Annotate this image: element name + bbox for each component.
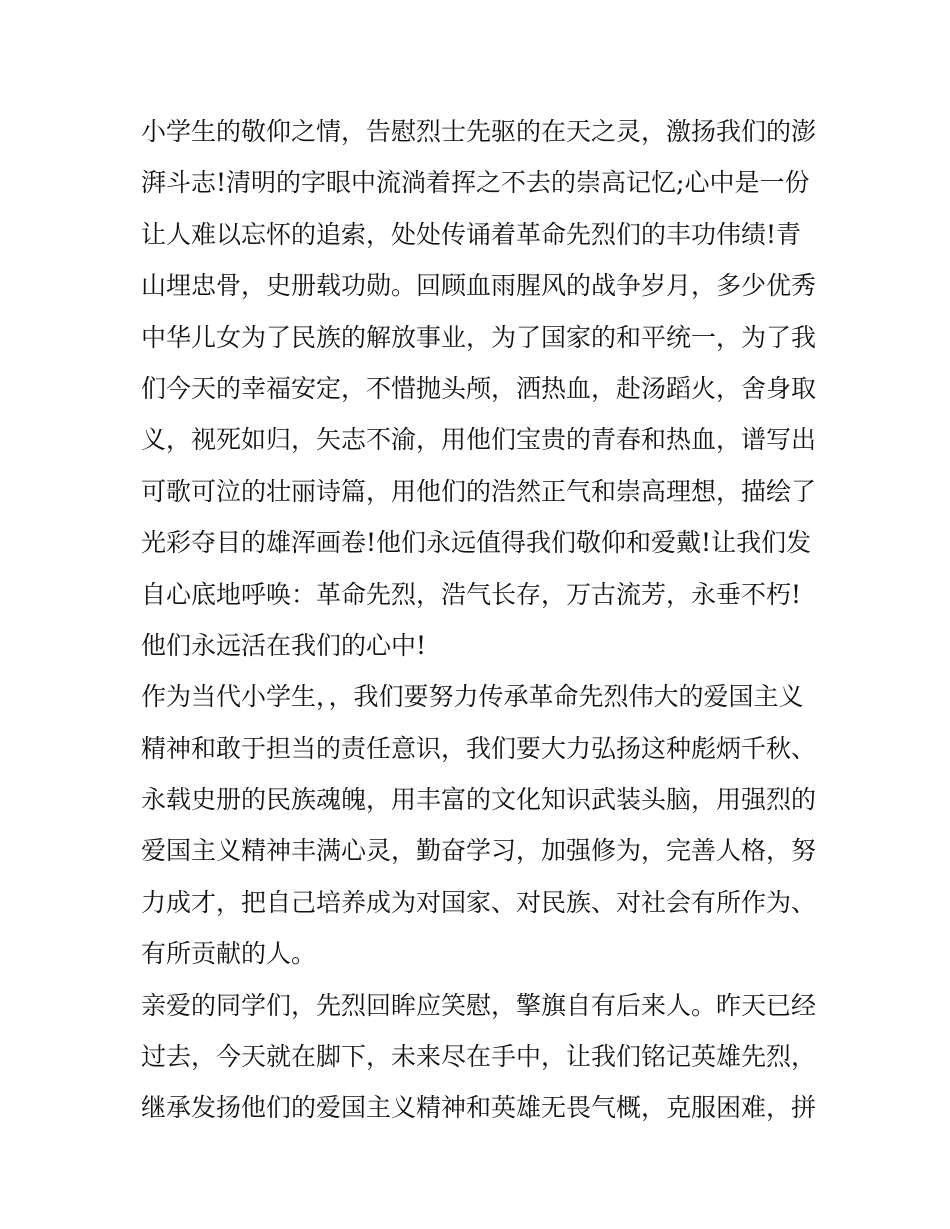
text-line: 过去，今天就在脚下，未来尽在手中，让我们铭记英雄先烈， bbox=[141, 1042, 817, 1072]
text-line: 让人难以忘怀的追索，处处传诵着革命先烈们的丰功伟绩!青 bbox=[141, 219, 802, 249]
text-line: 作为当代小学生，，我们要努力传承革命先烈伟大的爱国主义 bbox=[141, 682, 804, 712]
text-line: 们今天的幸福安定，不惜抛头颅，洒热血，赴汤蹈火，舍身取 bbox=[141, 373, 817, 403]
text-line: 可歌可泣的壮丽诗篇，用他们的浩然正气和崇高理想，描绘了 bbox=[141, 476, 817, 506]
text-line: 他们永远活在我们的心中! bbox=[141, 630, 427, 660]
text-line: 精神和敢于担当的责任意识，我们要大力弘扬这种彪炳千秋、 bbox=[141, 733, 817, 763]
text-line: 义，视死如归，矢志不渝，用他们宝贵的青春和热血，谱写出 bbox=[141, 425, 817, 455]
text-line: 爱国主义精神丰满心灵，勤奋学习，加强修为，完善人格，努 bbox=[141, 836, 817, 866]
text-line: 亲爱的同学们，先烈回眸应笑慰，擎旗自有后来人。昨天已经 bbox=[141, 990, 817, 1020]
text-line: 湃斗志!清明的字眼中流淌着挥之不去的崇高记忆;心中是一份 bbox=[141, 168, 810, 198]
text-line: 自心底地呼唤：革命先烈，浩气长存，万古流芳，永垂不朽! bbox=[141, 579, 802, 609]
text-line: 继承发扬他们的爱国主义精神和英雄无畏气概，克服困难，拼 bbox=[141, 1093, 817, 1123]
body-text bbox=[141, 106, 821, 1134]
text-line: 永载史册的民族魂魄，用丰富的文化知识武装头脑，用强烈的 bbox=[141, 785, 817, 815]
text-line: 小学生的敬仰之情，告慰烈士先驱的在天之灵，激扬我们的澎 bbox=[141, 117, 817, 146]
text-line: 山埋忠骨，史册载功勋。回顾血雨腥风的战争岁月，多少优秀 bbox=[141, 271, 817, 301]
text-line: 光彩夺目的雄浑画卷!他们永远值得我们敬仰和爱戴!让我们发 bbox=[141, 528, 812, 558]
text-line: 有所贡献的人。 bbox=[141, 939, 317, 969]
text-line: 中华儿女为了民族的解放事业，为了国家的和平统一，为了我 bbox=[141, 322, 817, 352]
text-line: 力成才，把自己培养成为对国家、对民族、对社会有所作为、 bbox=[141, 887, 817, 917]
